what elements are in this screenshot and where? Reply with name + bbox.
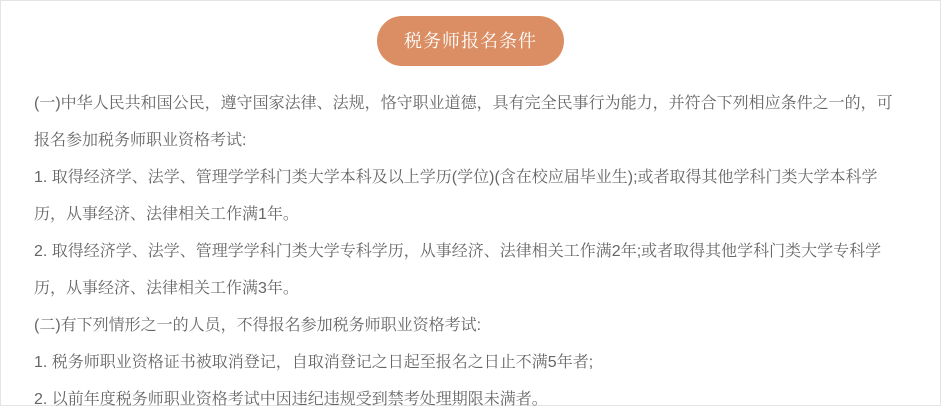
paragraph-exclusion-2: 2. 以前年度税务师职业资格考试中因违纪违规受到禁考处理期限未满者。 [34,391,548,408]
paragraph-exclusion-1: 1. 税务师职业资格证书被取消登记，自取消登记之日起至报名之日止不满5年者; [34,354,594,371]
paragraph-eligibility-intro: (一)中华人民共和国公民，遵守国家法律、法规，恪守职业道德，具有完全民事行为能力，并符合下列相应条件之一的，可报名参加税务师职业资格考试: [34,95,893,149]
paragraph-exclusion-intro: (二)有下列情形之一的人员，不得报名参加税务师职业资格考试: [34,317,482,334]
paragraph-condition-1: 1. 取得经济学、法学、管理学学科门类大学本科及以上学历(学位)(含在校应届毕业生);或者取得其他学科门类大学本科学历，从事经济、法律相关工作满1年。 [34,169,878,223]
paragraph-condition-2: 2. 取得经济学、法学、管理学学科门类大学专科学历，从事经济、法律相关工作满2年;或者取得其他学科门类大学专科学历，从事经济、法律相关工作满3年。 [34,243,882,297]
title-badge: 税务师报名条件 [377,16,564,66]
conditions-text [34,85,907,417]
